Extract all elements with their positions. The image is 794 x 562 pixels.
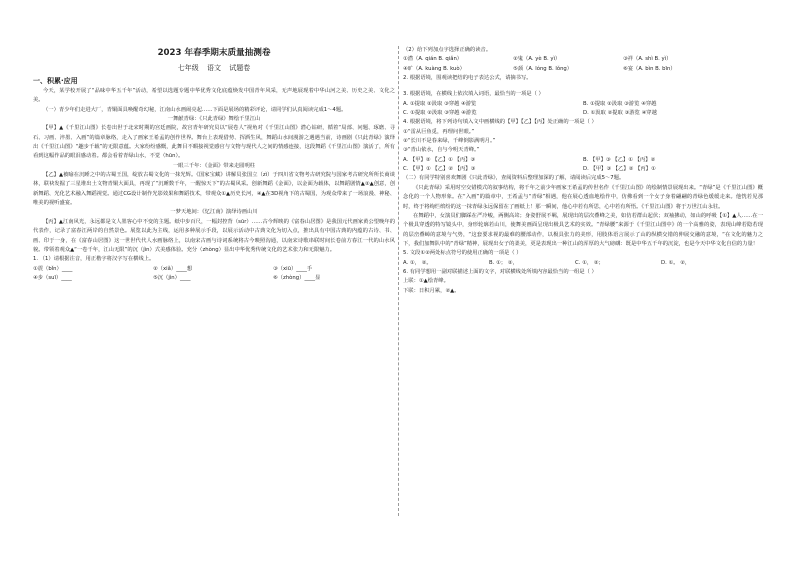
q1-blank-4[interactable]: ④步（suī）____ xyxy=(33,274,72,281)
left-column xyxy=(33,46,395,283)
subheading-qinglv: 一舞献青绿：《只此青绿》舞绘千里江山 xyxy=(167,116,261,123)
page-title: 2023 年春季期末质量抽测卷 xyxy=(157,48,271,58)
q4-option-b[interactable]: B. 【甲】③ 【乙】① 【丙】② xyxy=(583,156,656,163)
q2-option-6[interactable]: ⑥宴（A. bìn B. bīn） xyxy=(623,65,676,72)
q1-blank-5[interactable]: ⑤沉（jìn）____ xyxy=(153,274,191,281)
couplet-lower: 下联：日积月累，②▲。 xyxy=(403,287,460,294)
question-4-options-row-1 xyxy=(403,156,763,165)
part-two-instructions: （二）有同学特别喜欢舞剧《只此青绿》，查阅资料后整理加深的了解，请阅读后完成5～7题。 xyxy=(403,175,625,182)
q3-option-d[interactable]: D. ①汲取 ②提取 ③游览 ④穿越 xyxy=(583,110,657,117)
q2-option-2[interactable]: ②鬼（A. yè B. yì） xyxy=(513,56,561,63)
paragraph-bing: 【丙】▲江南风光，永远都是文人墨客心中不变的主题。纸中步百尺，一幅封控背（sūr）……古今辉映的《富春山居图》是我国元代画家黄公望晚年的代表作，记录了富春江两岸的自然景色。展览以此为主线，运用多种展示手段，以展示活动中古典文化为切入点，推出具有中国古典的内蕴的古诗、书、画、印于一身，在《富春山居图》这一世世代代人水画脉络上，以南宋古画与诗词系统将古今映照沟通，以南宋诗歌串联时间长卷前方春江一代的山水风貌。带领着观众▲“一卷千年，江山无限”的沉（jìn）式美感体验。充分（zhòng）显出中华优秀传统文化的艺术张力和无限魅力。 xyxy=(33,218,395,253)
question-1-row-2 xyxy=(33,274,395,283)
question-1-stem: 1. （1）请根据注音，用正楷字将汉字写在横线上。 xyxy=(33,256,155,263)
subheading-golden-mask: 一眼三千年：《金面》带来走圆明柱 xyxy=(172,162,256,169)
q3-option-a[interactable]: A. ①提取 ②汲取 ③穿越 ④游览 xyxy=(403,100,477,107)
q4-verse-1: ①“雷从巨鱼觅，再理问世眼。” xyxy=(403,128,475,135)
question-4-stem: 4. 根据语境，将下列诗句填入文中画横线的【甲】【乙】【丙】处正确的一项是（ ） xyxy=(403,119,597,126)
q5-option-a[interactable]: A. ①， ②。 xyxy=(403,259,432,266)
question-5-options xyxy=(403,259,763,268)
q5-option-d[interactable]: D. ①。 ②， xyxy=(661,259,691,266)
q2-option-5[interactable]: ⑤颈（A. lóng B. lǒng） xyxy=(513,65,573,72)
question-3-options-row-2 xyxy=(403,109,763,118)
q5-option-c[interactable]: C. ①， ②； xyxy=(575,259,604,266)
question-4-options-row-2 xyxy=(403,165,763,174)
q3-option-c[interactable]: C. ①提取 ②汲取 ③穿越 ④游览 xyxy=(403,110,477,117)
part-one-instructions: （一）青少年们走进大厂，青铜面具唤醒奇幻秘，江南山水画闹亮起……下面是展场的精彩评论，请同学们认真阅读完成1～4题。 xyxy=(43,106,347,113)
exam-subtitle: 七年级 语文 试题卷 xyxy=(177,64,251,72)
question-3-stem: 3. 根据语境，在横线上依次填入词语，最恰当的一项是（ ） xyxy=(403,91,544,98)
question-6-stem: 6. 有同学想用一副对联描述上面的文字，对联横线处所填内容最恰当的一组是（ ） xyxy=(403,268,597,275)
q2-option-1[interactable]: ①潜（A. qián B. qiǎn） xyxy=(403,56,463,63)
q4-option-a[interactable]: A. 【甲】② 【乙】① 【丙】③ xyxy=(403,156,476,163)
q1-blank-2[interactable]: ②（xiǎ）____想 xyxy=(153,265,193,272)
q1-blank-1[interactable]: ①震（bǐn）____ xyxy=(33,265,73,272)
section-heading-accumulation: 一、积累·应用 xyxy=(33,77,78,85)
q1-blank-6[interactable]: ⑥（zhòng）____显 xyxy=(273,274,321,281)
paragraph-jia: 【甲】▲《千里江山图》长卷出世于北宋时期的宫廷画院，故宫青年研究员以“展卷人”视角对《千里江山图》潜心钻研，循着“局部、问题、琢磨、寻石、习画、淬墨、入画”的篇章脉络，走入了画家王希孟的创作世界。舞台上表现借势、挥洒生风，舞蹈山水间漫游之遇遇当前，诗画剧《只此青绿》演绎出《千里江山图》“趣步千载”的无限意蕴。大家纷纷感慨，此舞目不暇接视觉感官与文物与现代人之间的情感连接，这段舞蹈《千里江山图》演活了，所有看到这幅作品的眼泪感动着。都会看着青绿山水，不觉（hūn）。 xyxy=(33,125,395,160)
question-5-stem: 5. 文段①②两处标点符号的使用正确的一项是（ ） xyxy=(403,250,522,257)
paragraph-yi: 【乙】▲被喻在沉睡之中的古蜀王国，绽放古蜀文化的一抹光辉。《国家宝藏》讲解员张国立（zì）于四川省文物考古研究院与国家考古研究所所长商谈林，联袂发掘了三星堆出土文物青铜大面具，再现了“沉睡数千年，一醒惊天下”的古蜀风采。创新舞蹈《金面》，以金面为载体，以舞蹈剧情▲②▲创意，创新舞蹈、光化艺术融入舞蹈视觉。通过CG设计制作光影效果和舞蹈技术，带观众①▲历史长河，④▲在3D视角下的古蜀国，为观众带来了一场浪漫、神秘、唯美的视听盛宴。 xyxy=(33,172,395,207)
question-2-instruction: 2. 根据语境，围观读把结的电子表达公式，请摘书写。 xyxy=(403,75,532,82)
q1-blank-3[interactable]: ③（xiū）____手 xyxy=(273,265,313,272)
q4-option-d[interactable]: D. 【甲】③ 【乙】② 【丙】① xyxy=(583,166,656,173)
question-2-stem: （2）给下列加点字选择正确的读音。 xyxy=(403,47,492,53)
question-3-options-row-1 xyxy=(403,100,763,109)
intro-paragraph: 今天，某学校开展了“品味中华五千年”活动，希望以选题专题中华优秀文化底蕴焕发中国青年风采，无声地展现着中华山河之美、历史之美、文化之美。 xyxy=(33,88,395,104)
reading-paragraph-2: 在舞蹈中，女演员们脚踩在严冷峻，两侧高耸；身姿舒展不羁，展现出的层次叠峰之美，如仿若群山起伏；双袖拂动，如山的呼吸【①】▲人……在一个极具穿透的特写镜头中，身形轮廓若山川，使舞美画面呈现出极具艺术的实效。“青绿腰”来源于《千里江山图中》的一个高雅的姿，表现山峰若隐若现的层峦叠嶂的意境与气势，“这套要求视的最难的腰部动作，以极具张力的美形，用肢体语言展示了山的纵横交错的伸展交融的意境，“在文化的魅力之下，我们加舞队中的“青绿”精神，展现出女子的柔美，更是表现出一种江山的浑厚的大气磅礴：既是中华五千年的沉淀，也是今天中华文化自信的力量！ xyxy=(403,212,763,247)
q2-option-4[interactable]: ④旷（A. kuàng B. kuò） xyxy=(403,65,465,72)
question-2-row-1 xyxy=(403,55,763,64)
q4-option-c[interactable]: C. 【甲】① 【乙】② 【丙】③ xyxy=(403,166,476,173)
subheading-jiangnan: 一梦天地间：《忆江南》演绎诗画山川 xyxy=(170,209,258,216)
couplet-upper: 上联：①▲绘青峰。 xyxy=(403,278,449,285)
right-column xyxy=(403,46,763,296)
reading-paragraph-1: 《只此青绿》采用时空交错模式的叙事结构，将千年之前少年画家王希孟的传世名作《千里江山图》的绘制情景展现出来。“青绿”是《千里江山图》概念化的一个人物形象。在“入画”的篇章中，王希孟与“青绿”相遇，他在展心透血地绘作中，仿佛看到一个女子身着翩翩的青绿色缓缓走来。他恍若见那时，终于将绚烂缤纷的这一抹青绿永远保留在了画纸上！那一瞬间，他心中若有所思，心中若有所悟。《千里江山图》将于万世江山永驻。 xyxy=(403,184,763,210)
q2-option-3[interactable]: ③祥（A. shì B. yì） xyxy=(623,56,672,63)
answer-space[interactable] xyxy=(403,83,763,90)
question-1-row-1 xyxy=(33,265,395,274)
q5-option-b[interactable]: B. ①； ②， xyxy=(489,259,518,266)
q4-verse-2: ②“长川不是春来绿，千峰倒影满明月。” xyxy=(403,138,496,145)
question-2-row-2 xyxy=(403,65,763,74)
q3-option-b[interactable]: B. ①提取 ②汲取 ③游览 ④穿越 xyxy=(583,100,657,107)
q4-verse-3: ③“青山依水，自与今明天青峰。” xyxy=(403,147,480,154)
